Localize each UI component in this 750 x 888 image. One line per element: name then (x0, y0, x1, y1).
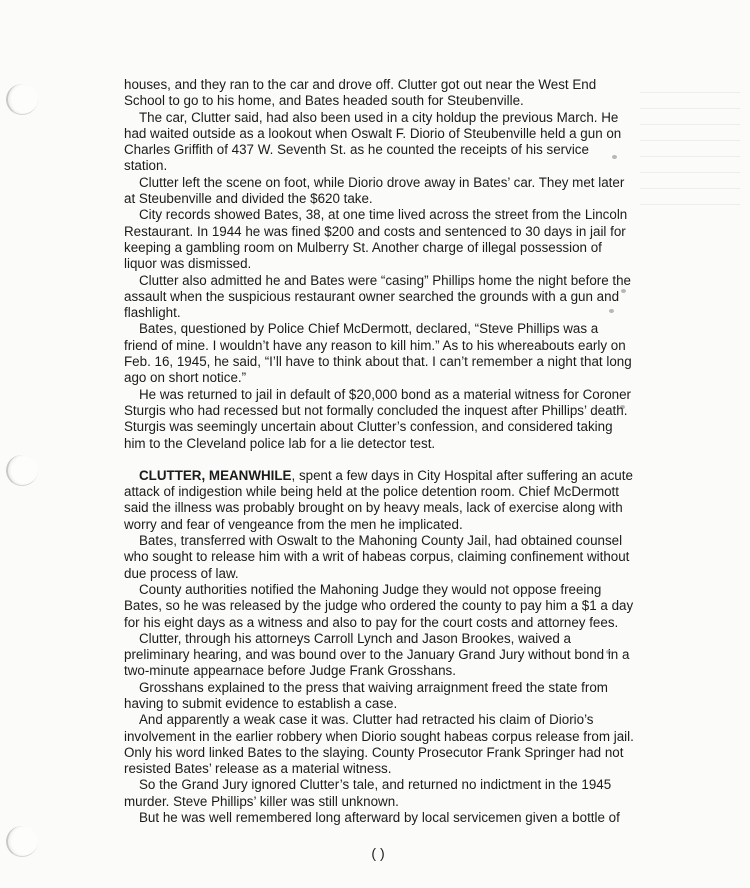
paragraph: Clutter also admitted he and Bates were “casing” Phillips home the night before the assault when the suspicious restaurant owner searched the grounds with a gun and flashlight. (124, 272, 632, 321)
binder-hole-top (6, 84, 38, 115)
paragraph: He was returned to jail in default of $20,000 bond as a material witness for Coroner Sturgis who had recessed but not formally concluded the inquest after Phillips’ death. Sturgis was seemingly uncertain about Clutter’s confession, and considered taking him to the Cleveland police lab for a lie detector test. (124, 386, 632, 451)
paragraph: Bates, questioned by Police Chief McDermott, declared, “Steve Phillips was a friend of mine. I wouldn’t have any reason to kill him.” As to his whereabouts early on Feb. 16, 1945, he said, “I’ll have to think about that. I can’t remember a night that long ago on short notice.” (124, 321, 632, 386)
paragraph: houses, and they ran to the car and drove off. Clutter got out near the West End School to go to his home, and Bates headed south for Steubenville. (124, 77, 597, 109)
paragraph: Clutter left the scene on foot, while Diorio drove away in Bates’ car. They met later at Steubenville and divided the $620 take. (124, 174, 625, 207)
paragraph: Grosshans explained to the press that waiving arraignment freed the state from having to submit evidence to establish a case. (124, 679, 608, 711)
paragraph: So the Grand Jury ignored Clutter’s tale, and returned no indictment in the 1945 murder. Steve Phillips’ killer was still unknown. (124, 777, 612, 809)
paragraph: Clutter, through his attorneys Carroll Lynch and Jason Brookes, waived a preliminary hearing, and was bound over to the January Grand Jury without bond in a two-minute appearnace before Judge Frank Grosshans. (124, 630, 630, 679)
paragraph: But he was well remembered long afterward by local servicemen given a bottle of (139, 810, 620, 826)
page-number: ( ) (371, 845, 385, 861)
paragraph: Bates, transferred with Oswalt to the Mahoning County Jail, had obtained counsel who sought to release him with a writ of habeas corpus, claiming confinement without due process of law. (124, 533, 630, 581)
paragraph: And apparently a weak case it was. Clutter had retracted his claim of Diorio’s involvement in the earlier robbery when Diorio sought habeas corpus release from jail. Only his word linked Bates to the slaying. County Prosecutor Frank Springer had not resisted Bates’ release as a material witness. (124, 712, 634, 777)
section-lead: CLUTTER, MEANWHILE (139, 467, 292, 483)
binder-hole-middle (6, 455, 38, 486)
section-lead-text: , spent a few days in City Hospital after suffering an acute attack of indigestion while being held at the police detention room. Chief McDermott said the illness was probably brought on by heavy meals, lack of exercise along with worry and fear of vengeance from the men he implicated. (124, 467, 633, 532)
paragraph: The car, Clutter said, had also been used in a city holdup the previous March. He had waited outside as a lookout when Oswalt F. Diorio of Steubenville held a gun on Charles Griffith of 437 W. Seventh St. as he counted the receipts of his service station. (124, 109, 622, 174)
binder-hole-bottom (6, 826, 38, 857)
section-break (124, 452, 634, 468)
paragraph: County authorities notified the Mahoning Judge they would not oppose freeing Bates, so he was released by the judge who ordered the county to pay him a $1 a day for his eight days as a witness and also to pay for the court costs and attorney fees. (124, 581, 634, 630)
section-lead-paragraph (124, 468, 634, 533)
bleed-through-text (640, 92, 740, 212)
paragraph: City records showed Bates, 38, at one time lived across the street from the Lincoln Restaurant. In 1944 he was fined $200 and costs and sentenced to 30 days in jail for keeping a gambling room on Mulberry St. Another charge of illegal possession of liquor was dismissed. (124, 207, 628, 272)
article-body (124, 77, 634, 826)
